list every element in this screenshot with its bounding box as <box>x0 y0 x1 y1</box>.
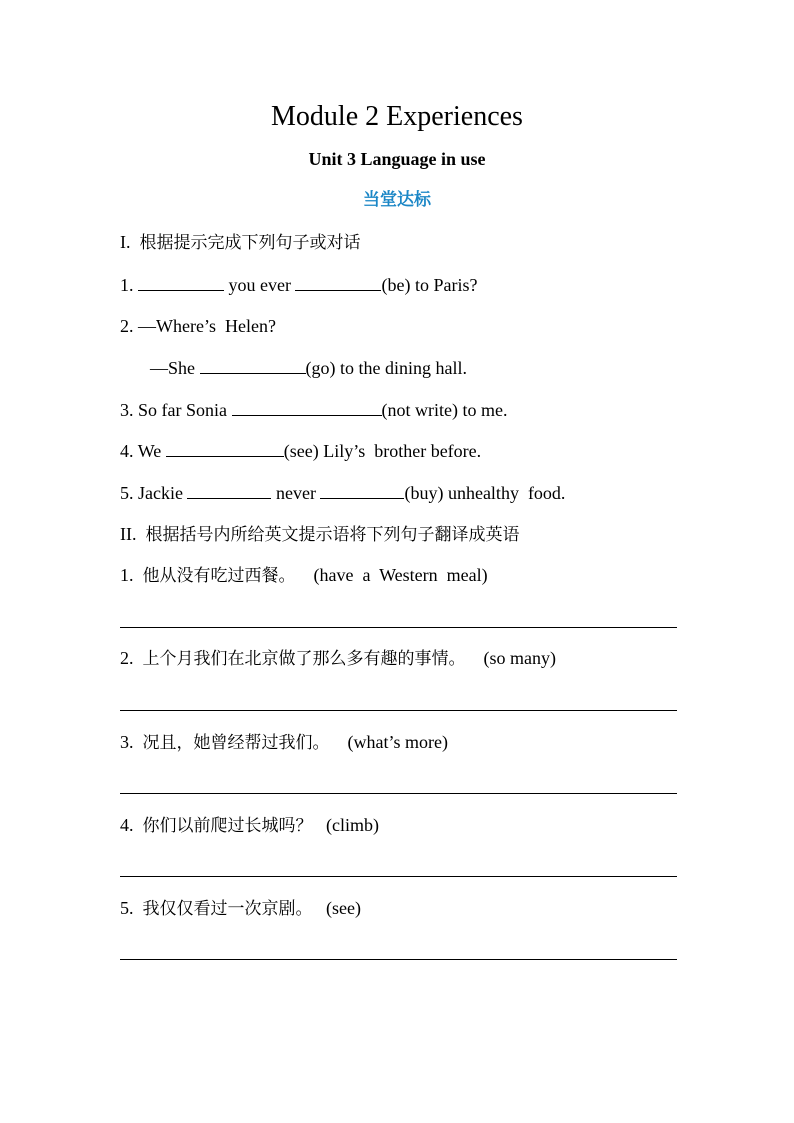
english-hint: (climb) <box>326 815 379 835</box>
section2-number: II. <box>120 524 137 544</box>
answer-blank[interactable] <box>295 272 381 291</box>
translation-item-5 <box>120 896 361 921</box>
chinese-sentence: 上个月我们在北京做了那么多有趣的事情。 <box>142 649 466 669</box>
question-number: 2. <box>120 316 134 336</box>
answer-line[interactable] <box>120 876 677 877</box>
answer-blank[interactable] <box>232 397 382 416</box>
section-tag: 当堂达标 <box>363 190 431 210</box>
english-hint: (what’s more) <box>347 732 448 752</box>
question-3 <box>120 397 507 422</box>
question-text: never <box>275 483 316 503</box>
item-number: 3. <box>120 732 134 752</box>
translation-item-3 <box>120 730 448 755</box>
question-number: 3. <box>120 400 134 420</box>
chinese-sentence: 我仅仅看过一次京剧。 <box>142 899 313 919</box>
section2-heading <box>120 522 520 547</box>
question-text: you ever <box>228 275 291 295</box>
translation-item-1 <box>120 563 488 588</box>
answer-line[interactable] <box>120 710 677 711</box>
question-text: (go) to the dining hall. <box>305 358 467 378</box>
page-title: Module 2 Experiences <box>271 101 523 132</box>
question-text: So far Sonia <box>138 400 227 420</box>
question-text: —Where’s Helen? <box>138 316 276 336</box>
question-2 <box>120 314 276 338</box>
section2-heading-text: 根据括号内所给英文提示语将下列句子翻译成英语 <box>145 525 520 545</box>
question-number: 5. <box>120 483 134 503</box>
item-number: 2. <box>120 648 134 668</box>
question-text: (see) Lily’s brother before. <box>283 441 482 461</box>
answer-blank[interactable] <box>187 480 271 499</box>
chinese-sentence: 你们以前爬过长城吗？ <box>142 816 313 836</box>
item-number: 4. <box>120 815 134 835</box>
question-text: We <box>137 441 162 461</box>
question-text: (buy) unhealthy food. <box>404 483 566 503</box>
unit-subtitle: Unit 3 Language in use <box>308 149 486 169</box>
question-2-reply <box>150 355 467 380</box>
english-hint: (so many) <box>483 648 556 668</box>
item-number: 5. <box>120 898 134 918</box>
english-hint: (have a Western meal) <box>313 565 488 585</box>
translation-item-2 <box>120 646 556 671</box>
question-5 <box>120 480 565 505</box>
section1-heading-text: 根据提示完成下列句子或对话 <box>139 233 361 253</box>
chinese-sentence: 况且，她曾经帮过我们。 <box>142 733 330 753</box>
answer-blank[interactable] <box>166 438 284 457</box>
question-text: Jackie <box>138 483 183 503</box>
answer-line[interactable] <box>120 959 677 960</box>
section1-heading <box>120 230 361 255</box>
answer-line[interactable] <box>120 627 677 628</box>
english-hint: (see) <box>326 898 361 918</box>
answer-blank[interactable] <box>138 272 224 291</box>
answer-blank[interactable] <box>320 480 404 499</box>
question-text: (not write) to me. <box>381 400 508 420</box>
answer-blank[interactable] <box>200 355 306 374</box>
translation-item-4 <box>120 813 379 838</box>
question-4 <box>120 438 481 463</box>
question-text: (be) to Paris? <box>381 275 478 295</box>
question-number: 1. <box>120 275 134 295</box>
question-number: 4. <box>120 441 134 461</box>
question-text: —She <box>150 358 195 378</box>
chinese-sentence: 他从没有吃过西餐。 <box>142 566 296 586</box>
section1-number: I. <box>120 232 131 252</box>
answer-line[interactable] <box>120 793 677 794</box>
item-number: 1. <box>120 565 134 585</box>
question-1 <box>120 272 477 297</box>
